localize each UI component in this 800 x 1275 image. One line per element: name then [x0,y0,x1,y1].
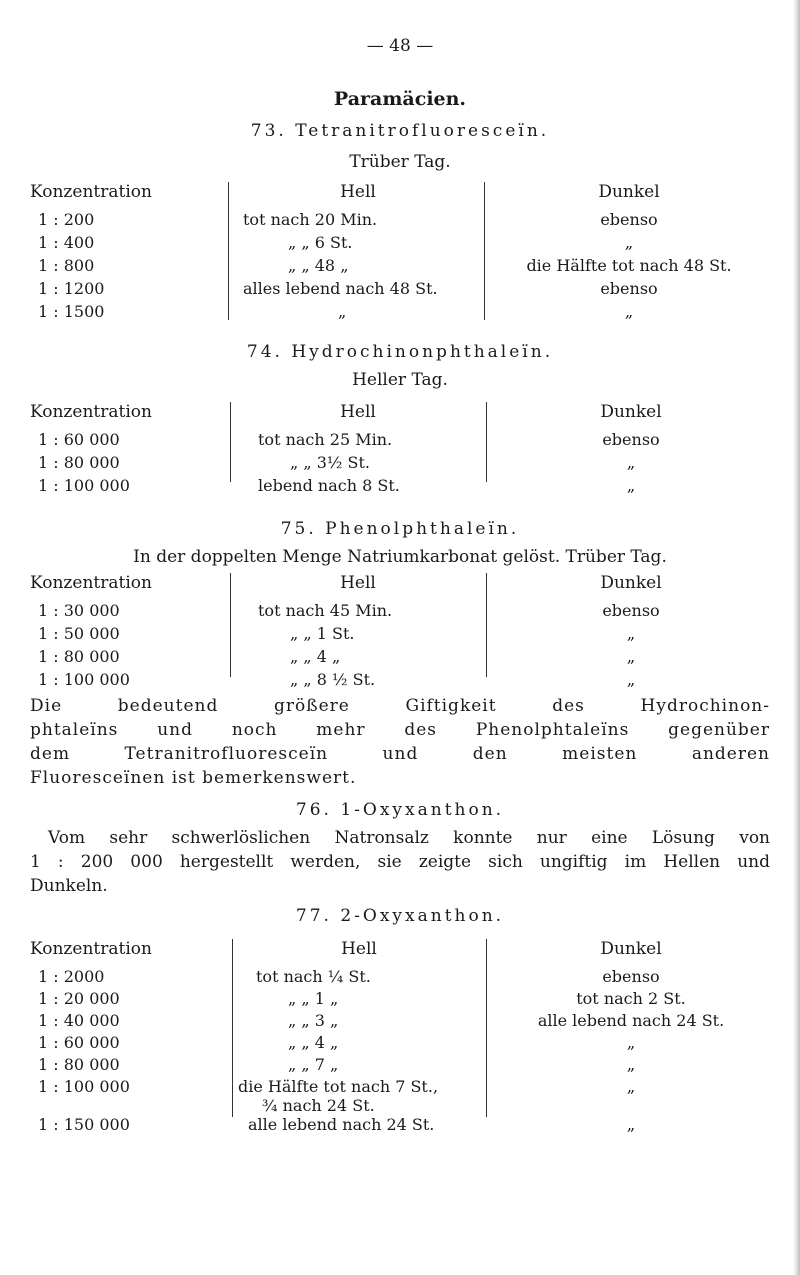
t74-dunkel-1: ebenso [602,430,660,449]
t74-conc-1: 1 : 60 000 [38,430,120,449]
t77-hell-4: „ „ 4 „ [288,1033,339,1052]
t75-conc-4: 1 : 100 000 [38,670,130,689]
page-edge-shadow [793,0,800,1275]
t74-title: 74. Hydrochinonphthaleïn. [246,342,554,362]
t76-line: Dunkeln. [30,876,108,896]
t77-dunkel-4: „ [626,1033,636,1052]
t77-hell-6: die Hälfte tot nach 7 St., [238,1077,439,1096]
t73-conc-1: 1 : 200 [38,210,95,229]
t74-dunkel-2: „ [626,453,636,472]
t77-title: 77. 2-Oxyxanthon. [295,906,505,926]
t77-hell-1: tot nach ¼ St. [256,967,371,986]
t73-condition: Trüber Tag. [349,152,451,172]
t73-head-hell: Hell [340,182,376,202]
t73-title: 73. Tetranitrofluoresceïn. [250,121,550,141]
t75-head-hell: Hell [340,573,376,593]
t77-dunkel-1: ebenso [602,967,660,986]
t73-column-divider-1 [228,182,229,320]
remark-line: Fluoresceïnen ist bemerkenswert. [30,768,357,788]
t74-condition: Heller Tag. [352,370,448,390]
t73-hell-3: „ „ 48 „ [288,256,349,275]
t74-hell-2: „ „ 3½ St. [290,453,370,472]
t77-dunkel-5: „ [626,1055,636,1074]
t73-dunkel-3: die Hälfte tot nach 48 St. [526,256,732,275]
t75-head-concentration: Konzentration [30,573,152,593]
t77-conc-2: 1 : 20 000 [38,989,120,1008]
remark-paragraph [30,694,770,790]
t73-dunkel-4: ebenso [600,279,658,298]
t73-conc-2: 1 : 400 [38,233,95,252]
t75-dunkel-1: ebenso [602,601,660,620]
t76-paragraph [30,826,770,898]
t75-condition: In der doppelten Menge Natriumkarbonat gelöst. Trüber Tag. [133,547,667,567]
t73-dunkel-2: „ [624,233,634,252]
t73-hell-2: „ „ 6 St. [288,233,353,252]
t75-hell-1: tot nach 45 Min. [258,601,393,620]
t75-conc-1: 1 : 30 000 [38,601,120,620]
t77-hell-8: alle lebend nach 24 St. [248,1115,435,1134]
t74-hell-3: lebend nach 8 St. [258,476,400,495]
t73-conc-5: 1 : 1500 [38,302,105,321]
t73-conc-4: 1 : 1200 [38,279,105,298]
t77-hell-3: „ „ 3 „ [288,1011,339,1030]
remark-line: dem Tetranitrofluoresceïn und den meisten anderen [30,744,770,764]
t74-head-dunkel: Dunkel [600,402,662,422]
section-title: Paramäcien. [333,88,467,110]
t75-hell-4: „ „ 8 ½ St. [290,670,376,689]
t75-conc-2: 1 : 50 000 [38,624,120,643]
t73-hell-4: alles lebend nach 48 St. [243,279,438,298]
t77-hell-2: „ „ 1 „ [288,989,339,1008]
t75-hell-2: „ „ 1 St. [290,624,355,643]
t77-conc-3: 1 : 40 000 [38,1011,120,1030]
t76-line: Vom sehr schwerlöslichen Natronsalz konnte nur eine Lösung von [48,828,770,848]
t77-dunkel-7: „ [626,1115,636,1134]
t75-title: 75. Phenolphthaleïn. [280,519,520,539]
t77-column-divider-1 [232,939,233,1117]
t77-conc-4: 1 : 60 000 [38,1033,120,1052]
t77-dunkel-6: „ [626,1077,636,1096]
t77-hell-7: ¾ nach 24 St. [262,1096,375,1115]
t74-head-hell: Hell [340,402,376,422]
t74-column-divider-1 [230,402,231,482]
t74-dunkel-3: „ [626,476,636,495]
t75-head-dunkel: Dunkel [600,573,662,593]
t77-head-dunkel: Dunkel [600,939,662,959]
t75-dunkel-3: „ [626,647,636,666]
t77-head-concentration: Konzentration [30,939,152,959]
t76-title: 76. 1-Oxyxanthon. [295,800,505,820]
t75-column-divider-1 [230,573,231,677]
t77-head-hell: Hell [341,939,377,959]
t74-head-concentration: Konzentration [30,402,152,422]
t75-dunkel-4: „ [626,670,636,689]
remark-line: phtaleïns und noch mehr des Phenolphtaleïns gegenüber [30,720,770,740]
t73-dunkel-1: ebenso [600,210,658,229]
t74-conc-3: 1 : 100 000 [38,476,130,495]
t75-dunkel-2: „ [626,624,636,643]
t77-dunkel-2: tot nach 2 St. [576,989,686,1008]
t73-conc-3: 1 : 800 [38,256,95,275]
t77-conc-7: 1 : 150 000 [38,1115,130,1134]
t77-hell-5: „ „ 7 „ [288,1055,339,1074]
t74-conc-2: 1 : 80 000 [38,453,120,472]
t76-line: 1 : 200 000 hergestellt werden, sie zeigte sich ungiftig im Hellen und [30,852,770,872]
page-number: — 48 — [366,36,434,56]
t73-dunkel-5: „ [624,302,634,321]
t77-conc-1: 1 : 2000 [38,967,105,986]
t73-head-dunkel: Dunkel [598,182,660,202]
t77-conc-6: 1 : 100 000 [38,1077,130,1096]
t74-hell-1: tot nach 25 Min. [258,430,393,449]
t73-head-concentration: Konzentration [30,182,152,202]
t75-conc-3: 1 : 80 000 [38,647,120,666]
t73-hell-1: tot nach 20 Min. [243,210,378,229]
t75-hell-3: „ „ 4 „ [290,647,341,666]
remark-line: Die bedeutend größere Giftigkeit des Hydrochinon- [30,696,770,716]
t73-hell-5: „ [338,302,347,321]
t77-conc-5: 1 : 80 000 [38,1055,120,1074]
t77-dunkel-3: alle lebend nach 24 St. [537,1011,725,1030]
